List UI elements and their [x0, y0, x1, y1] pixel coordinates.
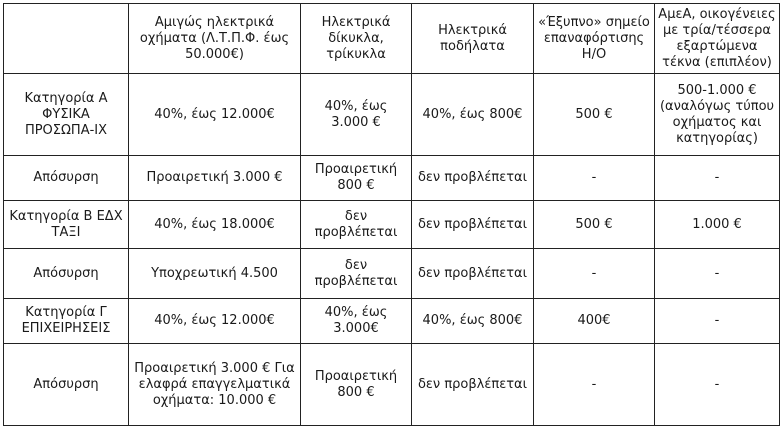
table-cell: -: [534, 249, 655, 299]
table-cell: 500-1.000 € (αναλόγως τύπου οχήματος και κατηγορίας): [655, 74, 780, 156]
table-cell: -: [655, 344, 780, 426]
row-label-withdrawal: Απόσυρση: [4, 344, 129, 426]
table-cell: -: [655, 249, 780, 299]
table-cell: 400€: [534, 299, 655, 344]
table-cell: 40%, έως 18.000€: [129, 201, 301, 249]
header-ev-cars: Αμιγώς ηλεκτρικά οχήματα (Λ.Τ.Π.Φ. έως 50.000€): [129, 4, 301, 74]
header-electric-two-three-wheelers: Ηλεκτρικά δίκυκλα, τρίκυκλα: [301, 4, 412, 74]
table-row: [4, 74, 780, 156]
table-cell: 40%, έως 12.000€: [129, 74, 301, 156]
table-cell: -: [534, 344, 655, 426]
table-row: [4, 156, 780, 201]
row-label-category-a: Κατηγορία Α ΦΥΣΙΚΑ ΠΡΟΣΩΠΑ-ΙΧ: [4, 74, 129, 156]
table-cell: δεν προβλέπεται: [412, 249, 534, 299]
table-cell: 40%, έως 800€: [412, 74, 534, 156]
table-cell: δεν προβλέπεται: [301, 201, 412, 249]
table-cell: 40%, έως 800€: [412, 299, 534, 344]
table-cell: -: [655, 156, 780, 201]
table-cell: Προαιρετική 3.000 €: [129, 156, 301, 201]
subsidy-table: [3, 3, 780, 426]
table-row: [4, 299, 780, 344]
row-label-withdrawal: Απόσυρση: [4, 249, 129, 299]
table-cell: Προαιρετική 800 €: [301, 156, 412, 201]
table-cell: δεν προβλέπεται: [412, 156, 534, 201]
row-label-category-c: Κατηγορία Γ ΕΠΙΧΕΙΡΗΣΕΙΣ: [4, 299, 129, 344]
table-cell: 500 €: [534, 201, 655, 249]
header-disabled-families-extra: ΑμεΑ, οικογένειες με τρία/τέσσερα εξαρτώμενα τέκνα (επιπλέον): [655, 4, 780, 74]
row-label-withdrawal: Απόσυρση: [4, 156, 129, 201]
table-cell: δεν προβλέπεται: [301, 249, 412, 299]
table-cell: -: [655, 299, 780, 344]
table-cell: Προαιρετική 3.000 € Για ελαφρά επαγγελματικά οχήματα: 10.000 €: [129, 344, 301, 426]
table-row: [4, 344, 780, 426]
header-electric-bicycles: Ηλεκτρικά ποδήλατα: [412, 4, 534, 74]
table-cell: Προαιρετική 800 €: [301, 344, 412, 426]
table-cell: 40%, έως 3.000€: [301, 299, 412, 344]
header-row: [4, 4, 780, 74]
table-cell: δεν προβλέπεται: [412, 344, 534, 426]
table-cell: 1.000 €: [655, 201, 780, 249]
table-cell: Υποχρεωτική 4.500: [129, 249, 301, 299]
table-cell: -: [534, 156, 655, 201]
table-cell: 40%, έως 3.000 €: [301, 74, 412, 156]
header-corner-cell: [4, 4, 129, 74]
header-smart-charging-point: «Έξυπνο» σημείο επαναφόρτισης Η/Ο: [534, 4, 655, 74]
table-cell: 40%, έως 12.000€: [129, 299, 301, 344]
table-cell: 500 €: [534, 74, 655, 156]
table-row: [4, 249, 780, 299]
table-cell: δεν προβλέπεται: [412, 201, 534, 249]
row-label-category-b: Κατηγορία Β ΕΔΧ ΤΑΞΙ: [4, 201, 129, 249]
table-row: [4, 201, 780, 249]
